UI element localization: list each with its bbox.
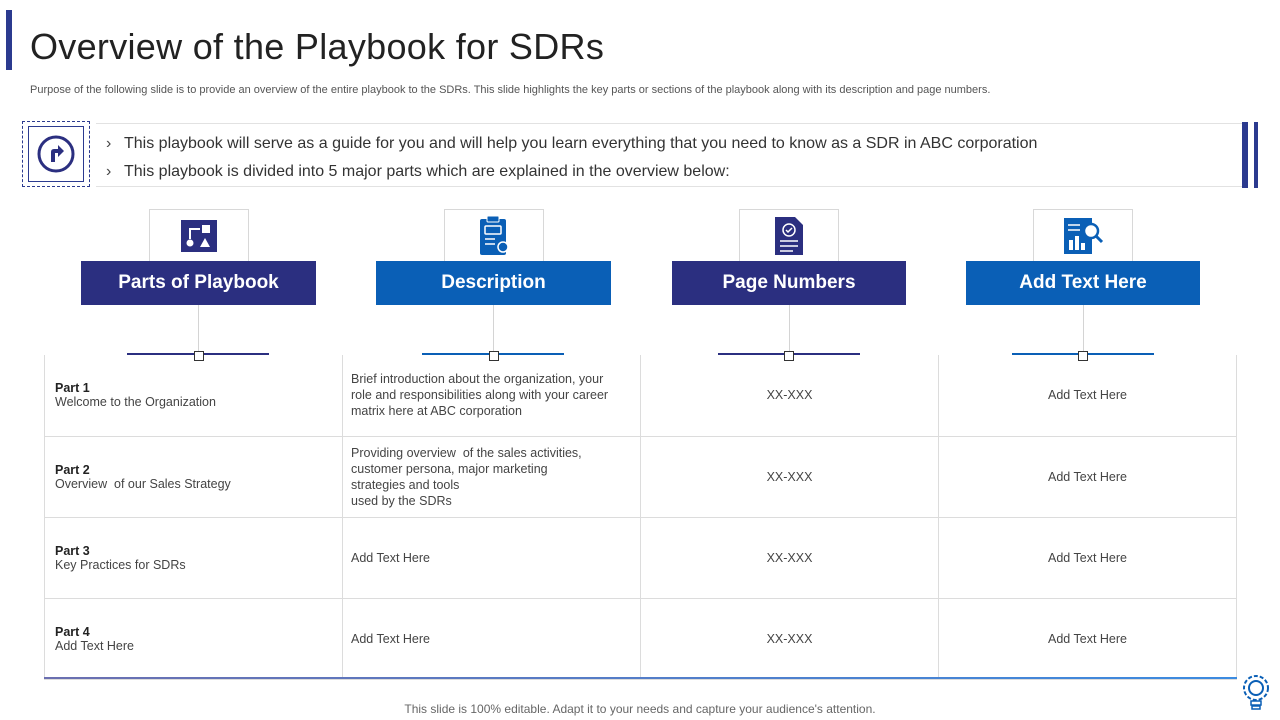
header-icon-box-description — [444, 209, 544, 261]
part-name: Welcome to the Organization — [55, 395, 216, 410]
part-number: Part 2 — [55, 462, 90, 477]
description-line: Add Text Here — [351, 631, 430, 646]
part-cell — [45, 598, 343, 679]
playbook-table — [44, 355, 1237, 680]
part-name: Add Text Here — [55, 638, 134, 653]
extra-cell: Add Text Here — [939, 355, 1237, 436]
description-line: used by the SDRs — [351, 493, 452, 508]
description-cell — [343, 355, 641, 436]
page-number-cell: XX-XXX — [641, 436, 939, 517]
flowchart-icon — [180, 219, 218, 253]
intro-bullet-2: › This playbook is divided into 5 major parts which are explained in the overview below: — [106, 163, 730, 180]
table-row — [45, 436, 1237, 517]
description-cell — [343, 598, 641, 679]
extra-cell: Add Text Here — [939, 598, 1237, 679]
report-search-icon — [1062, 216, 1104, 256]
intro-accent-bar — [1242, 122, 1248, 188]
page-number-cell: XX-XXX — [641, 355, 939, 436]
header-icon-box-add-text — [1033, 209, 1133, 261]
part-number: Part 1 — [55, 381, 90, 396]
description-line: customer persona, major marketing — [351, 461, 548, 476]
table-row — [45, 355, 1237, 436]
part-number: Part 3 — [55, 543, 90, 558]
description-line: Providing overview of the sales activities, — [351, 445, 582, 460]
part-name: Key Practices for SDRs — [55, 557, 186, 572]
extra-cell: Add Text Here — [939, 436, 1237, 517]
part-cell — [45, 436, 343, 517]
lightbulb-gear-icon — [1238, 672, 1274, 712]
footer-note: This slide is 100% editable. Adapt it to your needs and capture your audience's attention. — [404, 702, 876, 716]
page-number-cell: XX-XXX — [641, 517, 939, 598]
description-line: Brief introduction about the organization, your — [351, 372, 604, 387]
chevron-right-icon: › — [106, 135, 112, 152]
title-accent-bar — [6, 10, 12, 70]
description-cell — [343, 517, 641, 598]
clipboard-icon — [477, 215, 511, 257]
description-line: Add Text Here — [351, 550, 430, 565]
chevron-right-icon: › — [106, 163, 112, 180]
part-number: Part 4 — [55, 624, 90, 639]
table-row — [45, 517, 1237, 598]
extra-cell: Add Text Here — [939, 517, 1237, 598]
connector-line — [198, 305, 199, 351]
intro-accent-bar-thin — [1254, 122, 1258, 188]
description-line: strategies and tools — [351, 477, 460, 492]
part-name: Overview of our Sales Strategy — [55, 476, 231, 491]
connector-line — [789, 305, 790, 351]
document-check-icon — [773, 215, 805, 257]
description-cell — [343, 436, 641, 517]
table-bottom-line — [44, 677, 1237, 679]
connector-line — [1083, 305, 1084, 351]
header-description: Description — [376, 261, 611, 305]
description-line: role and responsibilities along with your career — [351, 388, 609, 403]
page-title: Overview of the Playbook for SDRs — [30, 26, 605, 67]
header-page-numbers: Page Numbers — [672, 261, 906, 305]
intro-icon-box — [28, 126, 84, 182]
header-icon-box-page-numbers — [739, 209, 839, 261]
table-row — [45, 598, 1237, 679]
header-add-text: Add Text Here — [966, 261, 1200, 305]
intro-bullet-1: › This playbook will serve as a guide for you and will help you learn everything that you need to know as a SDR in ABC corporation — [106, 135, 1038, 152]
header-icon-box-parts — [149, 209, 249, 261]
part-cell — [45, 355, 343, 436]
connector-line — [493, 305, 494, 351]
page-number-cell: XX-XXX — [641, 598, 939, 679]
page-subtitle: Purpose of the following slide is to provide an overview of the entire playbook to the SDRs. This slide highlights the key parts or sections of the playbook along with its description and page numbers. — [30, 84, 991, 96]
header-parts-of-playbook: Parts of Playbook — [81, 261, 316, 305]
direction-arrow-icon — [36, 134, 76, 174]
description-line: matrix here at ABC corporation — [351, 404, 522, 419]
part-cell — [45, 517, 343, 598]
